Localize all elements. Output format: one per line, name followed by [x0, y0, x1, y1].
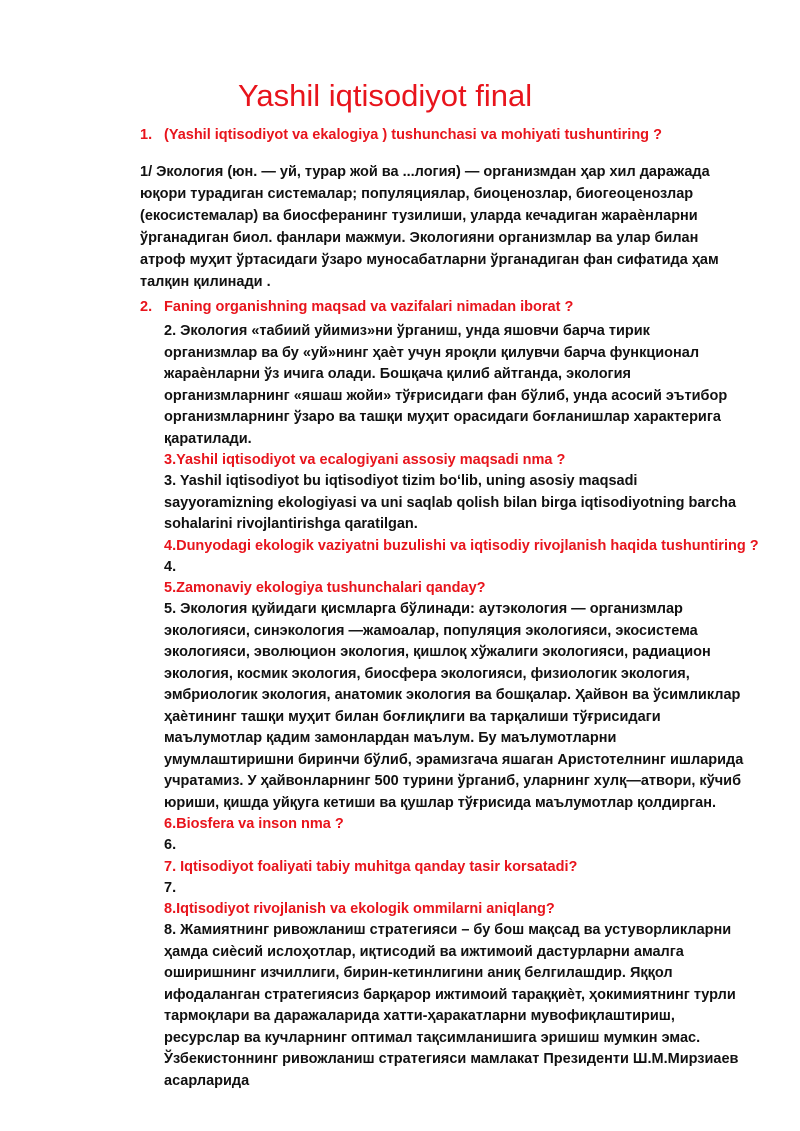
answer-1: 1/ Экология (юн. — уй, турар жой ва ...логия) — организмдан ҳар хил даражада юқори турадиган системалар; популяциялар, биоценозлар, биогеоценозлар (екосистемалар) ва биосферанинг тузилиши, уларда кечадиган жараѐнларни ўрганадиган биол. фанлари мажмуи. Экологияни организмлар ва улар билан атроф муҳит ўртасидаги ўзаро муносабатларни ўрганадиган фан сифатида ҳам талқин қилинади . — [140, 164, 719, 290]
question-8: 8.Iqtisodiyot rivojlanish va ekologik ommilarni aniqlang? — [164, 901, 555, 917]
question-3: 3.Yashil iqtisodiyot va ecalogiyani assosiy maqsadi nma ? — [164, 452, 566, 468]
question-1-number: 1. — [140, 127, 153, 143]
question-1-text: (Yashil iqtisodiyot va ekalogiya ) tushunchasi va mohiyati tushuntiring ? — [164, 127, 662, 143]
question-1 — [140, 127, 662, 143]
question-7: 7. Iqtisodiyot foaliyati tabiy muhitga qanday tasir korsatadi? — [164, 858, 578, 875]
answer-6: 6. — [164, 837, 177, 853]
answer-5: 5. Экология қуйидаги қисмларга бўлинади: аутэкология — организмлар экологияси, синэкология —жамоалар, популяция экологияси, экосистема экологияси, эволюцион экология, қишлоқ хўжалиги экологияси, радиацион экология, космик экология, биосфера экологияси, физиологик экология, эмбриологик экология, анатомик экология ва бошқалар. Ҳайвон ва ўсимликлар ҳаѐтининг ташқи муҳит билан боғлиқлиги ва тарқалиши тўғрисидаги маълумотлар қадим замонлардан маълум. Бу маълумотларни умумлаштиришни биринчи бўлиб, эрамизгача яшаган Аристотелнинг ишларида учратамиз. У ҳайвонларнинг 500 турини ўрганиб, уларнинг хулқ—атвори, кўчиб юриши, қишда уйқуга кетиши ва қушлар тўғрисида маълумотлар қолдирган. — [164, 601, 744, 811]
question-2 — [140, 299, 573, 315]
answer-2: 2. Экология «табиий уйимиз»ни ўрганиш, унда яшовчи барча тирик организмлар ва бу «уй»нинг ҳаѐт учун яроқли қилувчи барча функционал жараѐнларни ўз ичига олади. Бошқача қилиб айтганда, экология организмларнинг «яшаш жойи» тўғрисидаги фан бўлиб, унда асосий эътибор организмларнинг ўзаро ва ташқи муҳит орасидаги боғланишлар характерига қаратилади. — [164, 323, 728, 447]
document-title: Yashil iqtisodiyot final — [238, 78, 533, 113]
indented-block — [164, 321, 759, 1092]
question-4: 4.Dunyodagi ekologik vaziyatni buzulishi va iqtisodiy rivojlanish haqida tushuntiring ? — [164, 537, 759, 554]
answer-3: 3. Yashil iqtisodiyot bu iqtisodiyot tizim boʻlib, uning asosiy maqsadi sayyoramizning ekologiyasi va uni saqlab qolish bilan birga iqtisodiyotning barcha sohalarini rivojlantirishga qaratilgan. — [164, 473, 737, 532]
question-5: 5.Zamonaviy ekologiya tushunchalari qanday? — [164, 580, 486, 596]
answer-4: 4. — [164, 558, 177, 575]
answer-8: 8. Жамиятнинг ривожланиш стратегияси – бу бош мақсад ва устуворликларни ҳамда сиѐсий ислоҳотлар, иқтисодий ва ижтимоий дастурларни амалга оширишнинг изчиллиги, бирин-кетинлигини аниқ белгилашдир. Яққол ифодаланган стратегиясиз барқарор ижтимоий тараққиѐт, ҳокимиятнинг турли тармоқлари ва даражаларида хатти-ҳаракатларни мувофиқлаштириш, ресурслар ва кучларнинг оптимал тақсимланишига эришиш мумкин эмас. Ўзбекистоннинг ривожланиш стратегияси мамлакат Президенти Ш.М.Мирзиаев асарларида — [164, 922, 739, 1089]
question-2-number: 2. — [140, 299, 153, 315]
question-2-text: Faning organishning maqsad va vazifalari nimadan iborat ? — [164, 299, 574, 315]
question-6: 6.Biosfera va inson nma ? — [164, 816, 344, 832]
answer-7: 7. — [164, 879, 177, 896]
